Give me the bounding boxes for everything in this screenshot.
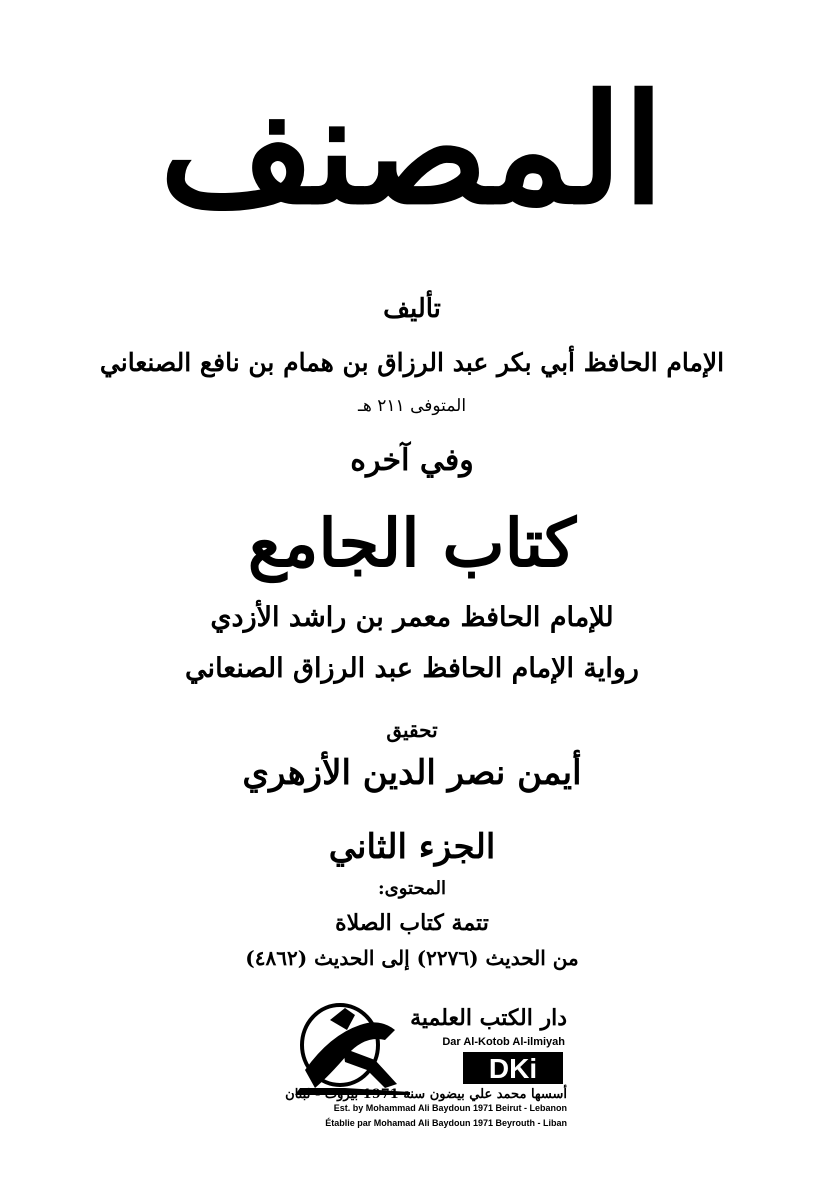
appended-book-author: للإمام الحافظ معمر بن راشد الأزدي bbox=[210, 602, 614, 633]
dki-logo bbox=[463, 1052, 563, 1084]
dki-logo-text: DKi bbox=[488, 1053, 538, 1084]
appended-book-title: كتاب الجامع bbox=[247, 504, 577, 582]
contents-range: من الحديث (٢٢٧٦) إلى الحديث (٤٨٦٢) bbox=[245, 946, 579, 970]
authored-by-label: تأليف bbox=[383, 294, 441, 324]
publisher-block bbox=[285, 1000, 575, 1135]
contents-title: تتمة كتاب الصلاة bbox=[335, 910, 489, 936]
established-arabic: أسسها محمد علي بيضون سنة 1971 بيروت - لبنان bbox=[285, 1087, 567, 1102]
publisher-name-english: Dar Al-Kotob Al-ilmiyah bbox=[442, 1036, 565, 1048]
editor-name: أيمن نصر الدين الأزهري bbox=[242, 753, 582, 793]
author-death-date: المتوفى ٢١١ هـ bbox=[357, 396, 467, 416]
contents-label: المحتوى: bbox=[378, 878, 446, 899]
edited-by-label: تحقيق bbox=[386, 718, 438, 742]
author-name: الإمام الحافظ أبي بكر عبد الرزاق بن همام بن نافع الصنعاني bbox=[99, 348, 725, 377]
rider-emblem-icon bbox=[285, 1000, 415, 1095]
established-french: Établie par Mohamad Ali Baydoun 1971 Beyrouth - Liban bbox=[325, 1118, 567, 1128]
established-english: Est. by Mohammad Ali Baydoun 1971 Beirut - Lebanon bbox=[333, 1103, 567, 1113]
volume-label: الجزء الثاني bbox=[328, 827, 496, 867]
appended-intro: وفي آخره bbox=[350, 443, 474, 478]
publisher-name-arabic: دار الكتب العلمية bbox=[410, 1005, 567, 1031]
narration-line: رواية الإمام الحافظ عبد الرزاق الصنعاني bbox=[185, 653, 639, 684]
main-title: المصنف bbox=[159, 62, 665, 238]
